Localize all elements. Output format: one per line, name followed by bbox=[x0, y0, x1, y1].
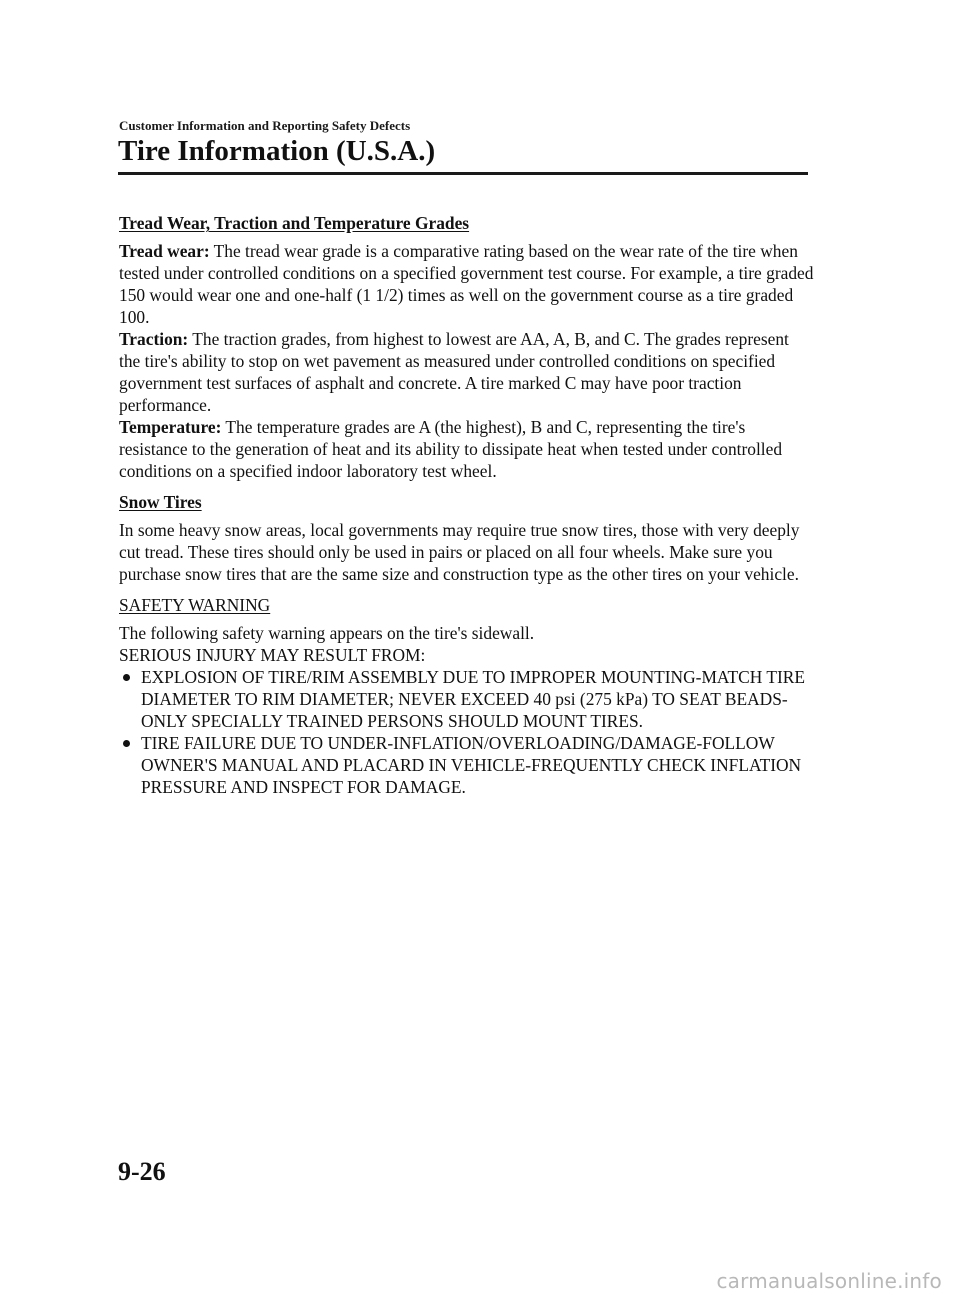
safety-warning-heading: SAFETY WARNING bbox=[119, 595, 271, 615]
snow-tires-text: In some heavy snow areas, local governments may require true snow tires, those with very deeply cut tread. These tires should only be used in pairs or placed on all four wheels. Make sure you purchase snow tires that are the same size and construction type as the other tires on your vehicle. bbox=[119, 520, 800, 584]
page-content bbox=[119, 212, 814, 806]
temperature-paragraph bbox=[119, 416, 814, 482]
watermark-link[interactable]: carmanualsonline.info bbox=[716, 1269, 942, 1293]
safety-bullet-list bbox=[119, 666, 814, 798]
traction-paragraph bbox=[119, 328, 814, 416]
traction-text: The traction grades, from highest to lowest are AA, A, B, and C. The grades represent the tire's ability to stop on wet pavement as measured under controlled conditions on specified government test surfaces of asphalt and concrete. A tire marked C may have poor traction performance. bbox=[119, 329, 789, 415]
safety-lead: SERIOUS INJURY MAY RESULT FROM: bbox=[119, 645, 426, 665]
list-item bbox=[119, 732, 814, 798]
temperature-text: The temperature grades are A (the highest), B and C, representing the tire's resistance to the generation of heat and its ability to dissipate heat when tested under controlled conditions on a specified indoor laboratory test wheel. bbox=[119, 417, 783, 481]
temperature-label: Temperature: bbox=[119, 417, 222, 437]
safety-intro: The following safety warning appears on the tire's sidewall. bbox=[119, 623, 535, 643]
section-header: Customer Information and Reporting Safety Defects bbox=[119, 118, 411, 133]
bullet-text: EXPLOSION OF TIRE/RIM ASSEMBLY DUE TO IMPROPER MOUNTING-MATCH TIRE DIAMETER TO RIM DIAMETER; NEVER EXCEED 40 psi (275 kPa) TO SEAT BEADS-ONLY SPECIALLY TRAINED PERSONS SHOULD MOUNT TIRES. bbox=[141, 667, 805, 731]
grades-heading: Tread Wear, Traction and Temperature Grades bbox=[119, 213, 470, 233]
tread-wear-label: Tread wear: bbox=[119, 241, 210, 261]
safety-warning-section bbox=[119, 622, 814, 798]
bullet-text: TIRE FAILURE DUE TO UNDER-INFLATION/OVERLOADING/DAMAGE-FOLLOW OWNER'S MANUAL AND PLACARD IN VEHICLE-FREQUENTLY CHECK INFLATION PRESSURE AND INSPECT FOR DAMAGE. bbox=[141, 733, 802, 797]
snow-tires-heading: Snow Tires bbox=[119, 492, 202, 512]
bullet-icon bbox=[123, 740, 130, 747]
page-title: Tire Information (U.S.A.) bbox=[118, 135, 436, 167]
grades-section bbox=[119, 240, 814, 482]
page-number: 9-26 bbox=[118, 1157, 166, 1186]
snow-tires-section bbox=[119, 519, 814, 585]
tread-wear-text: The tread wear grade is a comparative rating based on the wear rate of the tire when tested under controlled conditions on a specified government test course. For example, a tire graded 150 would wear one and one-half (1 1/2) times as well on the government course as a tire graded 100. bbox=[119, 241, 814, 327]
list-item bbox=[119, 666, 814, 732]
title-divider bbox=[118, 172, 808, 175]
traction-label: Traction: bbox=[119, 329, 189, 349]
tread-wear-paragraph bbox=[119, 240, 814, 328]
bullet-icon bbox=[123, 674, 130, 681]
